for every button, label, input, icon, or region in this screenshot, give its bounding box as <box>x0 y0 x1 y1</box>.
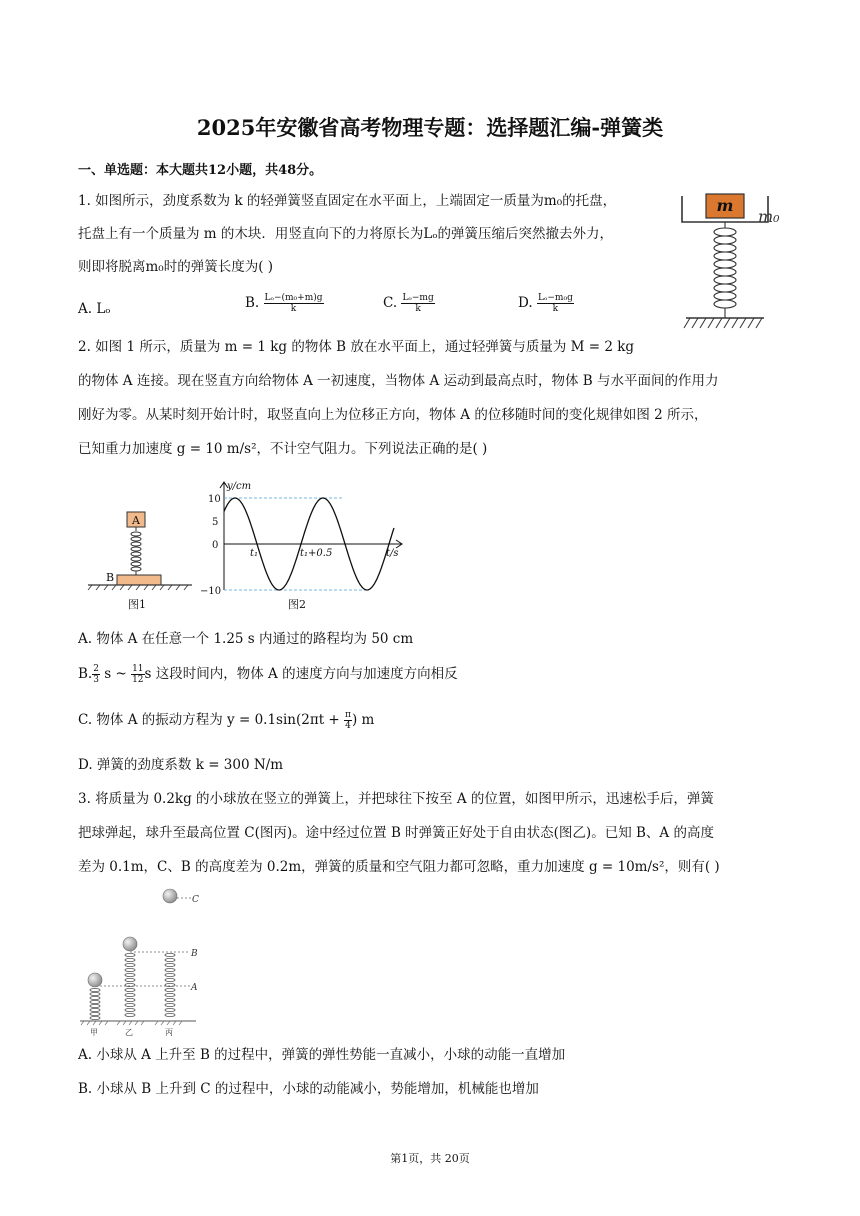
q2-fig2-tick-10: 10 <box>208 494 221 505</box>
q1-option-b <box>245 293 324 314</box>
q1-option-d-den: k <box>552 304 559 314</box>
q2-fig2-tick-0: 0 <box>212 540 219 551</box>
q2-fig1-spring <box>131 527 141 575</box>
q1-line-1: 1. 如图所示，劲度系数为 k 的轻弹簧竖直固定在水平面上，上端固定一质量为m₀的托盘， <box>78 193 617 209</box>
q1-ground-hatch <box>684 318 762 328</box>
q2-line-4: 已知重力加速度 g = 10 m/s²，不计空气阻力。下列说法正确的是( ) <box>78 441 488 457</box>
q2-option-b-mid: s ~ <box>104 666 127 682</box>
q2-option-b-frac2-den: 12 <box>132 675 144 685</box>
q2-fig2-xlabel: t/s <box>386 548 399 559</box>
q3-ball-c <box>163 889 177 903</box>
q3-label-bing: 丙 <box>165 1028 173 1037</box>
q3-label-b: B <box>191 949 198 959</box>
q1-option-c-num: Lₒ−mg <box>402 293 434 303</box>
q2-option-c-den: 4 <box>345 721 351 731</box>
q2-option-b-frac2 <box>131 664 144 685</box>
q1-option-d-fraction <box>537 293 574 314</box>
q2-option-c <box>78 710 374 731</box>
q2-option-b-frac1-den: 3 <box>93 675 99 685</box>
q2-fig2-caption: 图2 <box>288 598 306 611</box>
q1-option-c-prefix: C. <box>383 295 398 311</box>
q2-option-b-frac1 <box>92 664 100 685</box>
q3-spring-figure <box>78 882 212 1038</box>
q2-option-a: A. 物体 A 在任意一个 1.25 s 内通过的路程均为 50 cm <box>78 631 414 647</box>
q3-spring-yi <box>125 953 135 1016</box>
q3-line-2: 把球弹起，球升至最高位置 C(图丙)。途中经过位置 B 时弹簧正好处于自由状态(图乙)。已知 B、A 的高度 <box>78 825 714 841</box>
q2-option-b-frac2-num: 11 <box>132 664 144 674</box>
section-heading: 一、单选题：本大题共12小题，共48分。 <box>78 163 323 178</box>
q2-line-3: 刚好为零。从某时刻开始计时，取竖直向上为位移正方向，物体 A 的位移随时间的变化规律如图 2 所示， <box>78 407 708 423</box>
q1-line-2: 托盘上有一个质量为 m 的木块．用竖直向下的力将原长为Lₒ的弹簧压缩后突然撤去外力， <box>78 226 614 242</box>
q1-spring-figure <box>676 186 790 338</box>
q2-fig2-ylabel: y/cm <box>227 481 252 492</box>
q2-fig2-t1-label: t₁ <box>250 548 259 559</box>
q1-option-b-den: k <box>290 304 297 314</box>
q1-option-c-den: k <box>415 304 421 314</box>
q2-figures <box>84 478 414 614</box>
q2-line-1: 2. 如图 1 所示，质量为 m = 1 kg 的物体 B 放在水平面上，通过轻弹簧与质量为 M = 2 kg <box>78 339 635 355</box>
q3-ball-a <box>88 973 102 987</box>
q2-option-b-prefix: B. <box>78 666 93 682</box>
q2-option-c-prefix: C. 物体 A 的振动方程为 y = 0.1sin(2πt + <box>78 712 340 728</box>
q1-spring-coils <box>714 222 736 318</box>
q2-line-2: 的物体 A 连接。现在竖直方向给物体 A 一初速度，当物体 A 运动到最高点时，物体 B 与水平面间的作用力 <box>78 373 719 389</box>
page-title: 2025年安徽省高考物理专题：选择题汇编-弹簧类 <box>196 115 664 140</box>
q2-fig1-label-b: B <box>106 571 115 584</box>
q1-option-b-num: Lₒ−(m₀+m)g <box>264 293 323 303</box>
q2-option-c-suffix: ) m <box>351 712 375 728</box>
q1-option-b-prefix: B. <box>245 295 260 311</box>
q1-option-d <box>518 293 574 314</box>
q3-option-a: A. 小球从 A 上升至 B 的过程中，弹簧的弹性势能一直减小，小球的动能一直增加 <box>78 1047 566 1063</box>
q1-option-d-prefix: D. <box>518 295 533 311</box>
q1-tray-label: m₀ <box>758 207 780 226</box>
q1-option-b-fraction <box>264 293 324 314</box>
q1-block-label: m <box>716 196 734 215</box>
q2-option-b-frac1-num: 2 <box>93 664 99 674</box>
q2-fig1-block-b <box>117 575 161 585</box>
q3-label-c: C <box>192 895 199 905</box>
q2-fig1-ground-hatch <box>88 585 188 590</box>
q3-label-yi: 乙 <box>125 1028 133 1037</box>
q3-ball-b <box>123 937 137 951</box>
q2-option-b-rest: s 这段时间内，物体 A 的速度方向与加速度方向相反 <box>144 666 458 682</box>
q2-fig1-label-a: A <box>132 514 140 527</box>
q3-line-1: 3. 将质量为 0.2kg 的小球放在竖立的弹簧上，并把球往下按至 A 的位置，如图甲所示，迅速松手后，弹簧 <box>78 791 714 807</box>
q2-option-c-num: π <box>345 710 351 720</box>
q3-option-b: B. 小球从 B 上升到 C 的过程中，小球的动能减小，势能增加，机械能也增加 <box>78 1081 539 1097</box>
q1-line-3: 则即将脱离m₀时的弹簧长度为( ) <box>78 259 274 275</box>
q3-label-jia: 甲 <box>90 1028 98 1037</box>
q2-fig2-tick-5: 5 <box>212 517 219 528</box>
q1-option-c <box>383 293 435 314</box>
q1-option-c-fraction <box>401 293 434 314</box>
q2-option-d: D. 弹簧的劲度系数 k = 300 N/m <box>78 757 284 773</box>
q3-label-a: A <box>191 983 198 993</box>
q2-fig2-tick-neg10: −10 <box>200 586 222 597</box>
q1-option-a: A. Lₒ <box>78 301 111 317</box>
q3-line-3: 差为 0.1m，C、B 的高度差为 0.2m，弹簧的质量和空气阻力都可忽略，重力加速度 g = 10m/s²，则有( ) <box>78 859 720 875</box>
q1-option-d-num: Lₒ−m₀g <box>537 293 573 303</box>
q3-spring-bing <box>165 953 175 1016</box>
q3-ground-hatch <box>81 1021 182 1025</box>
q2-option-b <box>78 664 458 685</box>
q3-spring-jia <box>90 988 100 1019</box>
q2-option-c-frac <box>344 710 352 731</box>
q2-fig1-caption: 图1 <box>128 598 146 611</box>
q2-fig2-t1b-label: t₁+0.5 <box>300 548 333 559</box>
page-footer: 第1页，共 20页 <box>390 1152 470 1165</box>
